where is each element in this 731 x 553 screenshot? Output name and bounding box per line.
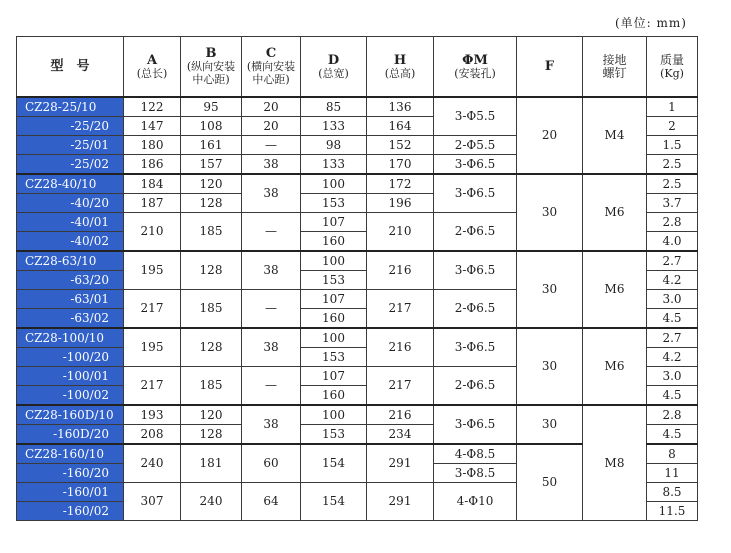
mass-cell: 11.5 — [647, 502, 698, 521]
model-cell: -160D/20 — [17, 425, 124, 445]
a-cell: 217 — [124, 367, 181, 406]
h-cell: 170 — [367, 155, 434, 175]
a-cell: 186 — [124, 155, 181, 175]
d-cell: 153 — [301, 194, 367, 213]
header-d: D (总宽) — [301, 37, 367, 98]
c-cell: 64 — [242, 483, 301, 521]
table-row — [17, 174, 698, 194]
h-cell: 216 — [367, 251, 434, 290]
model-cell: -25/02 — [17, 155, 124, 175]
model-cell: -40/01 — [17, 213, 124, 232]
model-cell: CZ28-25/10 — [17, 97, 124, 117]
m-cell: 3-Φ6.5 — [434, 174, 517, 213]
mass-cell: 4.2 — [647, 348, 698, 367]
h-cell: 216 — [367, 328, 434, 367]
model-cell: -100/02 — [17, 386, 124, 406]
model-cell: -25/01 — [17, 136, 124, 155]
mass-cell: 2.8 — [647, 213, 698, 232]
m-cell: 4-Φ8.5 — [434, 444, 517, 464]
f-cell: 20 — [517, 97, 583, 174]
c-cell: 20 — [242, 97, 301, 117]
model-cell: -160/02 — [17, 502, 124, 521]
header-b: B (纵向安装中心距) — [181, 37, 242, 98]
header-row — [17, 37, 698, 98]
screw-cell: M6 — [583, 174, 647, 251]
d-cell: 160 — [301, 386, 367, 406]
f-cell: 30 — [517, 405, 583, 444]
b-cell: 185 — [181, 367, 242, 406]
mass-cell: 2 — [647, 117, 698, 136]
b-cell: 240 — [181, 483, 242, 521]
h-cell: 210 — [367, 213, 434, 252]
m-cell: 3-Φ6.5 — [434, 328, 517, 367]
mass-cell: 11 — [647, 464, 698, 483]
model-cell: -63/01 — [17, 290, 124, 309]
table-row — [17, 251, 698, 271]
f-cell: 30 — [517, 174, 583, 251]
model-cell: -100/01 — [17, 367, 124, 386]
mass-cell: 4.5 — [647, 425, 698, 445]
b-cell: 185 — [181, 213, 242, 252]
model-cell: -63/20 — [17, 271, 124, 290]
a-cell: 187 — [124, 194, 181, 213]
spec-table — [16, 36, 698, 521]
c-cell: 60 — [242, 444, 301, 483]
d-cell: 85 — [301, 97, 367, 117]
d-cell: 100 — [301, 251, 367, 271]
model-cell: -25/20 — [17, 117, 124, 136]
d-cell: 100 — [301, 405, 367, 425]
b-cell: 181 — [181, 444, 242, 483]
b-cell: 185 — [181, 290, 242, 329]
c-cell: 38 — [242, 155, 301, 175]
a-cell: 122 — [124, 97, 181, 117]
f-cell: 30 — [517, 328, 583, 405]
model-cell: -160/20 — [17, 464, 124, 483]
m-cell: 3-Φ6.5 — [434, 155, 517, 175]
m-cell: 2-Φ6.5 — [434, 213, 517, 252]
header-h: H (总高) — [367, 37, 434, 98]
table-row — [17, 328, 698, 348]
unit-label: (单位: mm) — [615, 16, 687, 30]
model-cell: -40/02 — [17, 232, 124, 252]
d-cell: 160 — [301, 309, 367, 329]
b-cell: 128 — [181, 251, 242, 290]
m-cell: 3-Φ5.5 — [434, 97, 517, 136]
c-cell: 38 — [242, 328, 301, 367]
h-cell: 196 — [367, 194, 434, 213]
screw-cell: M8 — [583, 405, 647, 521]
d-cell: 154 — [301, 444, 367, 483]
d-cell: 133 — [301, 155, 367, 175]
screw-cell: M6 — [583, 251, 647, 328]
c-cell: 20 — [242, 117, 301, 136]
b-cell: 120 — [181, 174, 242, 194]
d-cell: 107 — [301, 367, 367, 386]
h-cell: 234 — [367, 425, 434, 445]
table-row — [17, 405, 698, 425]
c-cell: 38 — [242, 174, 301, 213]
h-cell: 217 — [367, 290, 434, 329]
screw-cell: M4 — [583, 97, 647, 174]
mass-cell: 4.2 — [647, 271, 698, 290]
model-cell: -40/20 — [17, 194, 124, 213]
a-cell: 217 — [124, 290, 181, 329]
b-cell: 128 — [181, 328, 242, 367]
b-cell: 161 — [181, 136, 242, 155]
screw-cell: M6 — [583, 328, 647, 405]
model-cell: -100/20 — [17, 348, 124, 367]
f-cell: 30 — [517, 251, 583, 328]
b-cell: 157 — [181, 155, 242, 175]
d-cell: 107 — [301, 290, 367, 309]
d-cell: 107 — [301, 213, 367, 232]
header-f: F — [517, 37, 583, 98]
d-cell: 153 — [301, 348, 367, 367]
d-cell: 153 — [301, 271, 367, 290]
mass-cell: 2.8 — [647, 405, 698, 425]
a-cell: 240 — [124, 444, 181, 483]
a-cell: 195 — [124, 328, 181, 367]
f-cell: 50 — [517, 444, 583, 521]
m-cell: 4-Φ10 — [434, 483, 517, 521]
h-cell: 291 — [367, 444, 434, 483]
d-cell: 133 — [301, 117, 367, 136]
a-cell: 210 — [124, 213, 181, 252]
m-cell: 3-Φ8.5 — [434, 464, 517, 483]
a-cell: 208 — [124, 425, 181, 445]
a-cell: 193 — [124, 405, 181, 425]
b-cell: 128 — [181, 194, 242, 213]
mass-cell: 2.5 — [647, 155, 698, 175]
d-cell: 153 — [301, 425, 367, 445]
mass-cell: 4.0 — [647, 232, 698, 252]
a-cell: 307 — [124, 483, 181, 521]
m-cell: 3-Φ6.5 — [434, 251, 517, 290]
h-cell: 217 — [367, 367, 434, 406]
mass-cell: 4.5 — [647, 386, 698, 406]
header-c: C (横向安装中心距) — [242, 37, 301, 98]
d-cell: 98 — [301, 136, 367, 155]
h-cell: 164 — [367, 117, 434, 136]
mass-cell: 2.7 — [647, 251, 698, 271]
model-cell: CZ28-63/10 — [17, 251, 124, 271]
b-cell: 108 — [181, 117, 242, 136]
b-cell: 95 — [181, 97, 242, 117]
a-cell: 195 — [124, 251, 181, 290]
b-cell: 128 — [181, 425, 242, 445]
mass-cell: 3.0 — [647, 367, 698, 386]
d-cell: 100 — [301, 328, 367, 348]
m-cell: 2-Φ6.5 — [434, 290, 517, 329]
h-cell: 216 — [367, 405, 434, 425]
header-a: A (总长) — [124, 37, 181, 98]
c-cell: — — [242, 213, 301, 252]
h-cell: 136 — [367, 97, 434, 117]
mass-cell: 8 — [647, 444, 698, 464]
a-cell: 147 — [124, 117, 181, 136]
b-cell: 120 — [181, 405, 242, 425]
m-cell: 2-Φ6.5 — [434, 367, 517, 406]
c-cell: 38 — [242, 405, 301, 444]
h-cell: 291 — [367, 483, 434, 521]
mass-cell: 2.5 — [647, 174, 698, 194]
model-cell: CZ28-100/10 — [17, 328, 124, 348]
header-screw: 接地螺钉 — [583, 37, 647, 98]
c-cell: — — [242, 367, 301, 406]
model-cell: CZ28-40/10 — [17, 174, 124, 194]
model-cell: CZ28-160/10 — [17, 444, 124, 464]
table-row — [17, 97, 698, 117]
mass-cell: 4.5 — [647, 309, 698, 329]
c-cell: — — [242, 290, 301, 329]
m-cell: 3-Φ6.5 — [434, 405, 517, 444]
d-cell: 160 — [301, 232, 367, 252]
a-cell: 184 — [124, 174, 181, 194]
d-cell: 154 — [301, 483, 367, 521]
mass-cell: 2.7 — [647, 328, 698, 348]
a-cell: 180 — [124, 136, 181, 155]
model-cell: -160/01 — [17, 483, 124, 502]
m-cell: 2-Φ5.5 — [434, 136, 517, 155]
mass-cell: 3.7 — [647, 194, 698, 213]
model-cell: -63/02 — [17, 309, 124, 329]
mass-cell: 1 — [647, 97, 698, 117]
mass-cell: 8.5 — [647, 483, 698, 502]
h-cell: 152 — [367, 136, 434, 155]
h-cell: 172 — [367, 174, 434, 194]
header-model: 型 号 — [17, 37, 124, 98]
c-cell: 38 — [242, 251, 301, 290]
mass-cell: 1.5 — [647, 136, 698, 155]
model-cell: CZ28-160D/10 — [17, 405, 124, 425]
d-cell: 100 — [301, 174, 367, 194]
c-cell: — — [242, 136, 301, 155]
header-mass: 质量 (Kg) — [647, 37, 698, 98]
header-m: ΦM (安装孔) — [434, 37, 517, 98]
mass-cell: 3.0 — [647, 290, 698, 309]
